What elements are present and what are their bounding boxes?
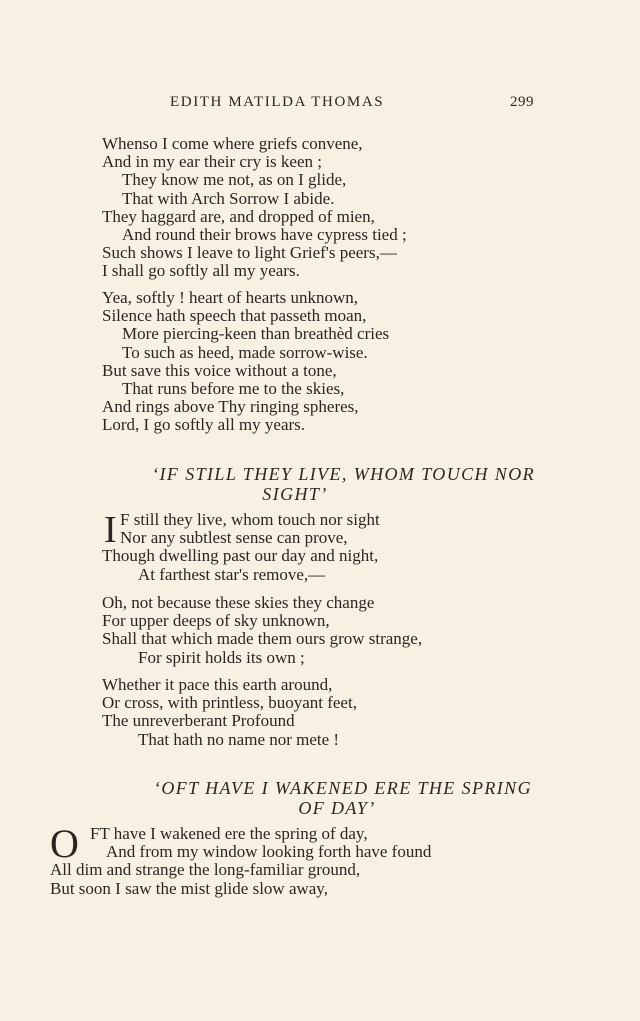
poem-line: Whether it pace this earth around, [102, 675, 333, 694]
poem-line: Yea, softly ! heart of hearts unknown, [102, 288, 359, 307]
poem-line: More piercing-keen than breathèd cries [122, 324, 390, 344]
poem-title-line: ‘OFT HAVE I WAKENED ERE THE SPRING [153, 778, 532, 798]
poem-line: That runs before me to the skies, [122, 379, 345, 399]
poem-line: Shall that which made them ours grow strange, [102, 629, 423, 649]
poem-title-line: SIGHT’ [262, 484, 328, 504]
stanza-if-still-1 [102, 511, 380, 584]
stanza-if-still-3 [102, 676, 357, 749]
poem-line: But soon I saw the mist glide slow away, [50, 878, 328, 898]
poem-line: Nor any subtlest sense can prove, [120, 528, 348, 548]
drop-cap: I [104, 509, 117, 551]
stanza-oft-have-1 [50, 821, 432, 898]
poem-line: Silence hath speech that passeth moan, [102, 306, 367, 326]
poem-line: At farthest star's remove,— [138, 564, 326, 584]
running-title: EDITH MATILDA THOMAS [170, 94, 385, 110]
poem-line: All dim and strange the long-familiar ground, [50, 860, 361, 880]
poem-line: Or cross, with printless, buoyant feet, [102, 693, 357, 713]
poem-title-if-still [55, 464, 535, 504]
poem-line: F still they live, whom touch nor sight [120, 510, 380, 529]
poem-line: That hath no name nor mete ! [138, 729, 340, 749]
drop-cap: O [50, 821, 79, 866]
poem-line: Whenso I come where griefs convene, [102, 134, 363, 153]
poem-line: They haggard are, and dropped of mien, [102, 206, 375, 226]
poem-title-oft-have [52, 778, 532, 818]
poem-title-line: ‘IF STILL THEY LIVE, WHOM TOUCH NOR [152, 464, 535, 484]
poem-line: And from my window looking forth have found [106, 842, 432, 862]
poem-line: To such as heed, made sorrow-wise. [122, 342, 368, 362]
poem-line: That with Arch Sorrow I abide. [122, 188, 335, 208]
poem-line: The unreverberant Profound [102, 711, 295, 731]
poem-line: Lord, I go softly all my years. [102, 415, 306, 435]
poem-line: They know me not, as on I glide, [122, 170, 347, 190]
poem-line: For spirit holds its own ; [138, 647, 305, 667]
poem-title-line: OF DAY’ [298, 798, 376, 818]
poem-line: Though dwelling past our day and night, [102, 546, 379, 566]
poem-line: Such shows I leave to light Grief's peers,— [102, 243, 397, 263]
poem-line: And in my ear their cry is keen ; [102, 152, 322, 172]
stanza-continued-1 [102, 135, 407, 281]
poem-line: And round their brows have cypress tied ; [122, 225, 407, 245]
poem-line: And rings above Thy ringing spheres, [102, 397, 359, 417]
poem-line: For upper deeps of sky unknown, [102, 611, 330, 631]
stanza-if-still-2 [102, 594, 422, 667]
stanza-continued-2 [102, 289, 389, 435]
poem-line: Oh, not because these skies they change [102, 593, 375, 612]
running-head [0, 94, 640, 114]
poem-line: FT have I wakened ere the spring of day, [90, 824, 368, 843]
poem-line: I shall go softly all my years. [102, 261, 300, 281]
poem-line: But save this voice without a tone, [102, 360, 337, 380]
page-number: 299 [510, 94, 534, 110]
